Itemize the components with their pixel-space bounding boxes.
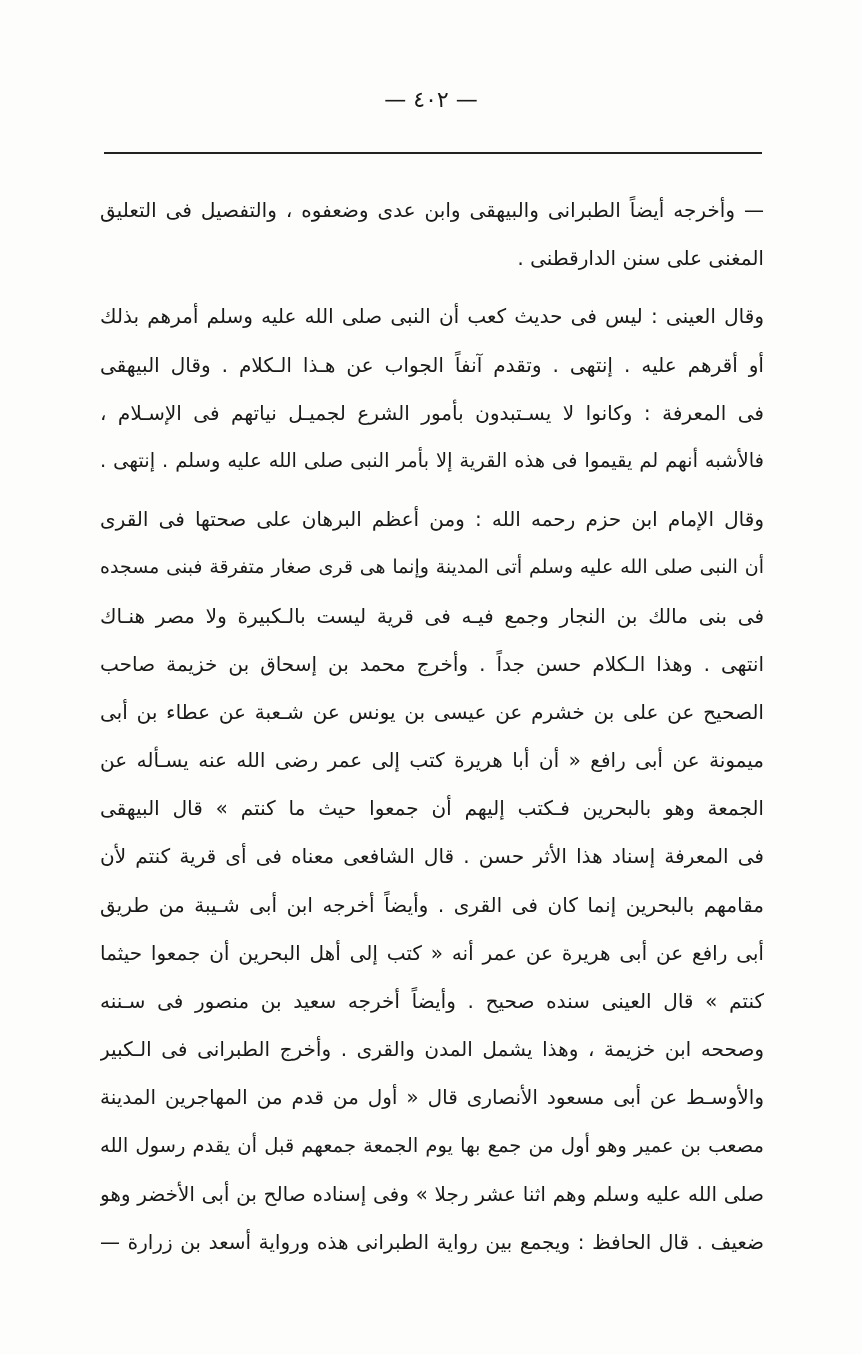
paragraph xyxy=(100,292,764,485)
text-line: مصعب بن عمير وهو أول من جمع بها يوم الجمعة جمعهم قبل أن يقدم رسول الله xyxy=(100,1133,764,1157)
text-line: — وأخرجه أيضاً الطبرانى والبيهقى وابن عدى وضعفوه ، والتفصيل فى التعليق xyxy=(100,198,764,222)
text-line: وقال العينى : ليس فى حديث كعب أن النبى صلى الله عليه وسلم أمرهم بذلك xyxy=(100,304,764,329)
header-rule xyxy=(104,152,762,154)
page-number: — ٤٠٢ — xyxy=(384,88,478,113)
text-line: الصحيح عن على بن خشرم عن عيسى بن يونس عن شـعبة عن عطاء بن أبى xyxy=(100,699,764,724)
text-line: ميمونة عن أبى رافع « أن أبا هريرة كتب إلى عمر رضى الله عنه يسـأله عن xyxy=(100,748,764,773)
text-line: أبى رافع عن أبى هريرة عن عمر أنه « كتب إلى أهل البحرين أن جمعوا حيثما xyxy=(100,940,764,965)
text-line: المغنى على سنن الدارقطنى . xyxy=(517,246,764,271)
text-line: الجمعة وهو بالبحرين فـكتب إليهم أن جمعوا حيث ما كنتم » قال البيهقى xyxy=(100,796,764,821)
paragraph xyxy=(100,495,764,1266)
text-line: أو أقرهم عليه . إنتهى . وتقدم آنفاً الجواب عن هـذا الـكلام . وقال البيهقى xyxy=(100,352,764,377)
text-line: وقال الإمام ابن حزم رحمه الله : ومن أعظم البرهان على صحتها فى القرى xyxy=(100,507,764,532)
text-line: فالأشبه أنهم لم يقيموا فى هذه القرية إلا بأمر النبى صلى الله عليه وسلم . إنتهى . xyxy=(100,448,764,472)
paragraph xyxy=(100,186,764,282)
text-line: صلى الله عليه وسلم وهم اثنا عشر رجلا » وفى إسناده صالح بن أبى الأخضر وهو xyxy=(100,1181,764,1206)
paragraph-gap xyxy=(100,282,764,292)
paragraph-gap xyxy=(100,485,764,495)
text-line: فى المعرفة إسناد هذا الأثر حسن . قال الشافعى معناه فى أى قرية كنتم لأن xyxy=(100,844,764,869)
text-line: مقامهم بالبحرين إنما كان فى القرى . وأيضاً أخرجه ابن أبى شـيبة من طريق xyxy=(100,892,764,917)
text-line: والأوسـط عن أبى مسعود الأنصارى قال « أول من قدم من المهاجرين المدينة xyxy=(100,1085,764,1110)
text-line: أن النبى صلى الله عليه وسلم أتى المدينة وإنما هى قرى صغار متفرقة فبنى مسجده xyxy=(100,556,764,579)
text-line: ضعيف . قال الحافظ : ويجمع بين رواية الطبرانى هذه ورواية أسعد بن زرارة — xyxy=(100,1229,764,1254)
text-line: كنتم » قال العينى سنده صحيح . وأيضاً أخرجه سعيد بن منصور فى سـننه xyxy=(100,989,764,1013)
body-text xyxy=(100,186,764,1266)
text-line: وصححه ابن خزيمة ، وهذا يشمل المدن والقرى . وأخرج الطبرانى فى الـكبير xyxy=(100,1037,764,1062)
text-line: فى بنى مالك بن النجار وجمع فيـه فى قرية ليست بالـكبيرة ولا مصر هنـاك xyxy=(100,603,764,628)
text-line: انتهى . وهذا الـكلام حسن جداً . وأخرج محمد بن إسحاق بن خزيمة صاحب xyxy=(100,651,764,676)
text-line: فى المعرفة : وكانوا لا يسـتبدون بأمور الشرع لجميـل نياتهم فى الإسـلام ، xyxy=(100,400,764,425)
